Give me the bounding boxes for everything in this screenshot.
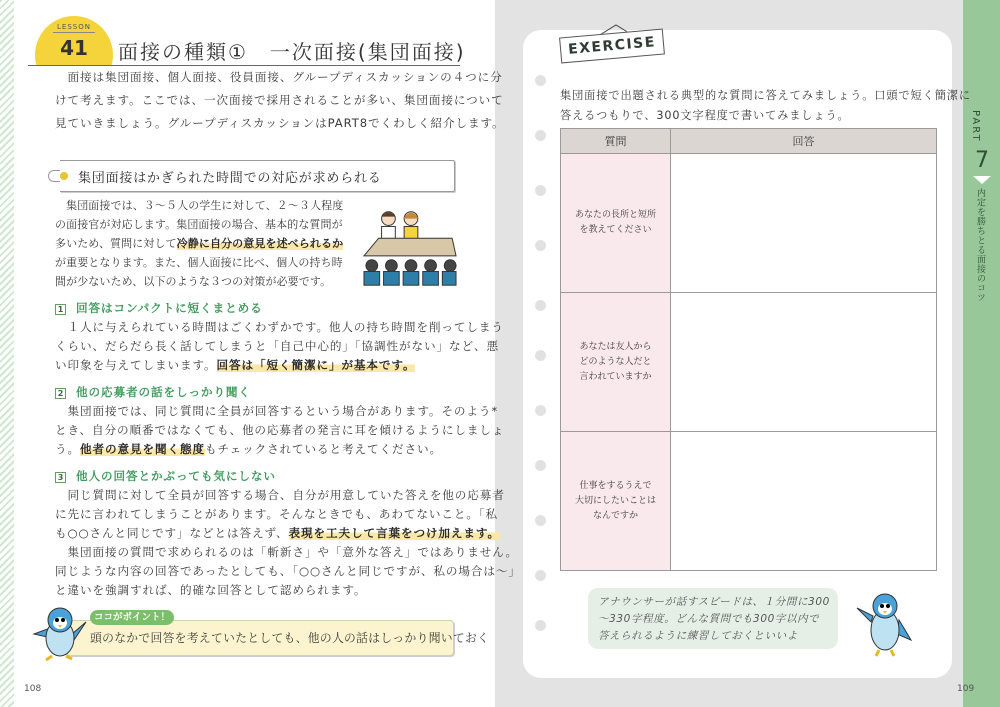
exercise-table [560,128,937,571]
text-segment: 面接は集団面接、個人面接、役員面接、グループディスカッションの４つに分 [55,70,503,84]
text-segment: が重要となります。また、個人面接に比べ、個人の持ち時 [55,256,343,269]
text-segment: い印象を与えてしまいます。 [55,358,217,372]
tip-heading-text: 他人の回答とかぶっても気にしない [76,469,276,483]
text-segment: 間が少ないため、以下のような３つの対策が必要です。 [55,275,332,288]
text-segment: 見ていきましょう。グループディスカッションはPART8でくわしく紹介します。 [55,116,505,130]
title-rule [28,65,460,66]
section-heading: 集団面接はかぎられた時間での対応が求められる [78,171,382,186]
speech-bubble-text: アナウンサーが話すスピードは、１分間に300～330字程度。どんな質問でも300字以内で答えられるように練習しておくといいよ [598,596,830,642]
table-header-row [561,129,937,154]
binder-hole [535,130,546,141]
page-edge-stripe [0,0,14,707]
page-title: 面接の種類① 一次面接(集団面接) [118,40,466,64]
binder-hole [535,185,546,196]
text-line [55,114,505,133]
text-segment: も○○さんと同じです」などとは答えず、 [55,526,289,540]
table-row [561,154,937,293]
binder-hole [535,300,546,311]
text-segment: 同じような内容の回答であったとしても、「○○さんと同じですが、私の場合は～」 [55,564,521,578]
lesson-label: LESSON [57,23,91,31]
text-line [55,421,504,440]
text-line [55,234,343,253]
text-line [55,337,499,356]
binder-hole [535,570,546,581]
bullet-icon [60,172,68,180]
penguin-mascot-icon [855,590,915,660]
instruction-line: 集団面接で出題される典型的な質問に答えてみましょう。口頭で短く簡潔に [560,89,971,102]
text-segment: くらい、だらだら長く話してしまうと「自己中心的」「協調性がない」など、悪 [55,339,499,353]
text-line [55,215,343,234]
text-line [55,196,343,215]
text-line [55,524,500,543]
text-line [55,91,504,110]
text-segment: う。 [55,442,80,456]
binder-hole [535,75,546,86]
tip-heading [55,383,251,402]
highlighted-text: 表現を工夫して言葉をつけ加えます。 [288,526,500,540]
text-line [55,402,498,421]
text-line [55,253,343,272]
tip-heading [55,299,263,318]
chapter-title: 内定を勝ちとる面接のコツ [975,188,985,302]
tip-number-icon: 2 [55,388,66,399]
binder-hole [535,240,546,251]
page-number-left: 108 [24,684,42,694]
column-header-question: 質問 [561,129,671,154]
binder-hole [535,620,546,631]
point-text: 頭のなかで回答を考えていたとしても、他の人の話はしっかり聞いておく [90,631,490,645]
answer-cell[interactable] [671,154,937,293]
text-line [55,581,366,600]
text-line [55,486,505,505]
answer-cell[interactable] [671,293,937,432]
tip-heading-text: 回答はコンパクトに短くまとめる [76,301,263,315]
question-cell: 仕事をするうえで 大切にしたいことは なんですか [561,432,671,571]
text-line [55,356,415,375]
part-number: 7 [975,148,989,173]
instruction-line: 答えるつもりで、300文字程度で書いてみましょう。 [560,109,850,122]
text-segment: １人に与えられている時間はごくわずかです。他人の持ち時間を削ってしまう [55,320,504,334]
binder-hole [535,350,546,361]
text-segment: もチェックされていると考えてください。 [204,442,442,456]
page-number-right: 109 [957,684,975,694]
part-label: PART [970,110,981,143]
text-line [55,562,521,581]
text-segment: 集団面接では、同じ質問に全員が回答するという場合があります。そのよう* [55,404,499,418]
lesson-divider [53,32,95,33]
text-segment: 集団面接では、３～５人の学生に対して、２～３人程度 [55,199,344,212]
text-segment: 集団面接の質問で求められるのは「斬新さ」や「意外な答え」ではありません。 [55,545,518,559]
question-cell: あなたは友人から どのような人だと 言われていますか [561,293,671,432]
column-header-answer: 回答 [671,129,937,154]
text-line [55,68,503,87]
highlighted-text: 冷静に自分の意見を述べられるか [176,237,344,250]
text-segment: とき、自分の順番ではなくても、他の応募者の発言に耳を傾けるようにしましょ [55,423,505,437]
exercise-label: EXERCISE [559,29,665,64]
chapter-tab [963,0,1000,707]
binder-hole [535,460,546,471]
question-cell: あなたの長所と短所 を教えてください [561,154,671,293]
text-line [55,318,504,337]
text-segment: 多いため、質問に対して [55,237,177,250]
text-segment: と違いを強調すれば、的確な回答として認められます。 [55,583,367,597]
tip-number-icon: 1 [55,304,66,315]
point-label: ココがポイント！ [90,610,174,625]
tag-hole-icon [48,170,60,182]
tip-heading [55,467,276,486]
answer-cell[interactable] [671,432,937,571]
text-line [55,543,518,562]
text-segment: けて考えます。ここでは、一次面接で採用されることが多い、集団面接について [55,93,504,107]
text-line [55,505,498,524]
tip-number-icon: 3 [55,472,66,483]
text-segment: の面接官が対応します。集団面接の場合、基本的な質問が [55,218,343,231]
text-segment: 同じ質問に対して全員が回答する場合、自分が用意していた答えを他の応募者 [55,488,505,502]
table-row [561,432,937,571]
tip-heading-text: 他の応募者の話をしっかり聞く [76,385,251,399]
binder-hole [535,405,546,416]
lesson-number: 41 [60,36,88,60]
text-line [55,440,442,459]
interview-illustration-icon [362,208,458,288]
triangle-marker-icon [973,176,991,184]
highlighted-text: 他者の意見を聞く態度 [80,442,205,456]
table-row [561,293,937,432]
highlighted-text: 回答は「短く簡潔に」が基本です。 [216,358,416,372]
text-segment: に先に言われてしまうことがあります。そんなときでも、あわてないこと。「私 [55,507,499,521]
text-line [55,272,331,291]
penguin-mascot-icon [32,604,88,662]
binder-hole [535,515,546,526]
